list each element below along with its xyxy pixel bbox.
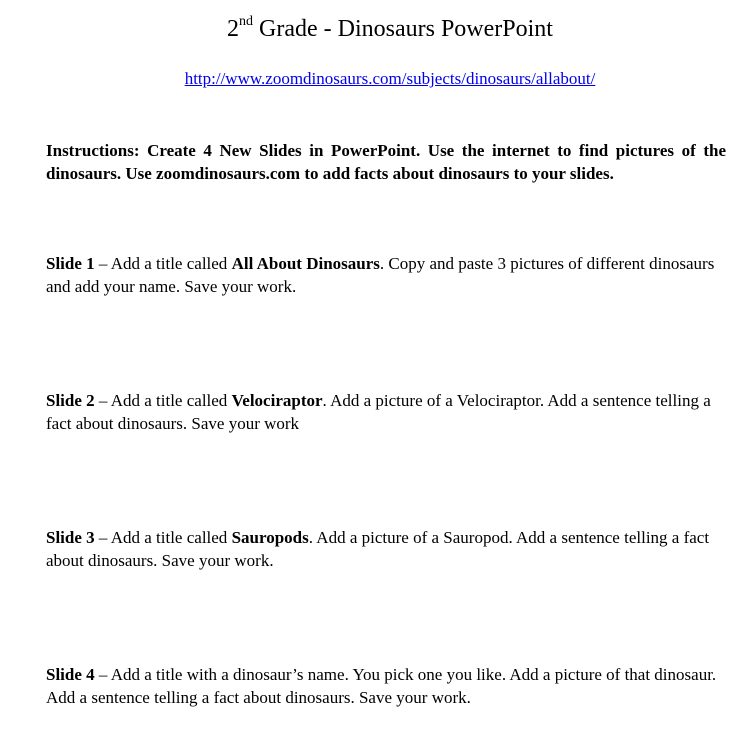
link-line xyxy=(0,68,753,90)
slide-text-post: . Add a picture of a Velociraptor. Add a sentence telling a fact about dinosaurs. Save your work xyxy=(46,391,711,433)
slide-text-pre: – Add a title called xyxy=(94,528,232,547)
instructions-paragraph: Instructions: Create 4 New Slides in PowerPoint. Use the internet to find pictures of the dinosaurs. Use zoomdinosaurs.com to add facts about dinosaurs to your slides. xyxy=(46,141,726,183)
slide-title-name: Sauropods xyxy=(231,528,309,547)
slide-4-paragraph xyxy=(46,663,731,709)
slide-label: Slide 4 xyxy=(46,665,95,684)
slide-title-name: Velociraptor xyxy=(231,391,323,410)
slide-label: Slide 1 xyxy=(46,254,95,273)
slide-1-paragraph xyxy=(46,252,731,298)
slide-2-paragraph xyxy=(46,389,731,435)
slide-text-post: . Copy and paste 3 pictures of different dinosaurs and add your name. Save your work. xyxy=(46,254,715,296)
slide-3-paragraph xyxy=(46,526,731,572)
document-title xyxy=(0,12,753,46)
slide-title-name: All About Dinosaurs xyxy=(231,254,380,273)
slide-text-pre: – Add a title called xyxy=(94,254,232,273)
slide-text-pre: – Add a title with a dinosaur’s name. You pick one you like. Add a picture of that dinosaur. Add a sentence telling a fact about dinosaurs. Save your work. xyxy=(46,665,717,707)
slide-label: Slide 3 xyxy=(46,528,95,547)
title-prefix: 2 xyxy=(227,16,240,42)
zoomdinosaurs-link[interactable]: http://www.zoomdinosaurs.com/subjects/dinosaurs/allabout/ xyxy=(184,69,596,88)
slide-text-pre: – Add a title called xyxy=(94,391,232,410)
title-superscript: nd xyxy=(239,14,254,29)
slide-text-post: . Add a picture of a Sauropod. Add a sentence telling a fact about dinosaurs. Save your work. xyxy=(46,528,710,570)
title-rest: Grade - Dinosaurs PowerPoint xyxy=(253,16,553,42)
slide-label: Slide 2 xyxy=(46,391,95,410)
